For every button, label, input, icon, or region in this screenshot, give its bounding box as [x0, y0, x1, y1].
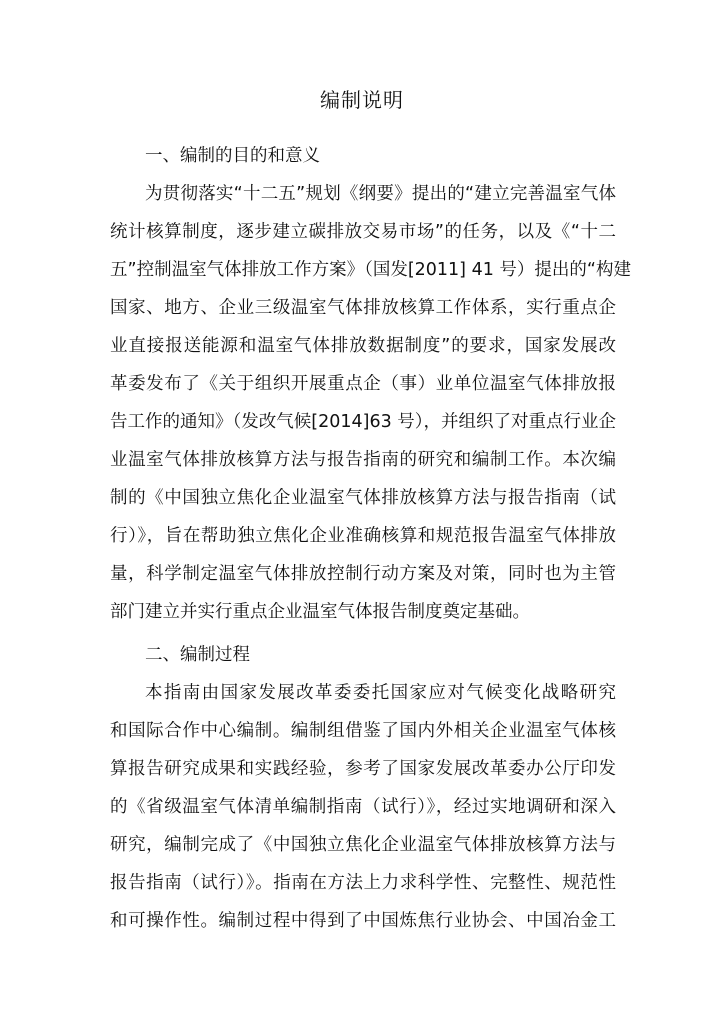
- document-title: 编制说明: [320, 88, 404, 112]
- section-heading-purpose: 一、编制的目的和意义: [145, 146, 320, 166]
- paragraph-line: 告工作的通知》（发改气候[2014]63 号），并组织了对重点行业企: [110, 412, 617, 432]
- paragraph-line: 部门建立并实行重点企业温室气体报告制度奠定基础。: [110, 602, 530, 622]
- section-heading-process: 二、编制过程: [145, 645, 250, 665]
- paragraph-line: 报告指南（试行）》。指南在方法上力求科学性、完整性、规范性: [110, 873, 616, 893]
- paragraph-line: 革委发布了《关于组织开展重点企（事）业单位温室气体排放报: [110, 374, 616, 394]
- paragraph-line: 的《省级温室气体清单编制指南（试行）》，经过实地调研和深入: [110, 797, 616, 817]
- paragraph-line: 制的《中国独立焦化企业温室气体排放核算方法与报告指南（试: [110, 488, 616, 508]
- paragraph-line: 算报告研究成果和实践经验，参考了国家发展改革委办公厅印发: [110, 759, 616, 779]
- paragraph-line: 行）》，旨在帮助独立焦化企业准确核算和规范报告温室气体排放: [110, 526, 616, 546]
- paragraph-line: 统计核算制度，逐步建立碳排放交易市场”的任务，以及《“十二: [110, 222, 616, 242]
- paragraph-line: 业直接报送能源和温室气体排放数据制度”的要求，国家发展改: [110, 336, 616, 356]
- paragraph-line: 国家、地方、企业三级温室气体排放核算工作体系，实行重点企: [110, 298, 616, 318]
- paragraph-line: 和可操作性。编制过程中得到了中国炼焦行业协会、中国冶金工: [110, 911, 616, 931]
- paragraph-line: 为贯彻落实“十二五”规划《纲要》提出的“建立完善温室气体: [145, 184, 616, 204]
- paragraph-line: 和国际合作中心编制。编制组借鉴了国内外相关企业温室气体核: [110, 721, 616, 741]
- paragraph-line: 五”控制温室气体排放工作方案》（国发[2011] 41 号）提出的“构建: [110, 260, 631, 280]
- paragraph-line: 业温室气体排放核算方法与报告指南的研究和编制工作。本次编: [110, 450, 616, 470]
- paragraph-line: 本指南由国家发展改革委委托国家应对气候变化战略研究: [145, 683, 616, 703]
- paragraph-line: 研究，编制完成了《中国独立焦化企业温室气体排放核算方法与: [110, 835, 616, 855]
- paragraph-line: 量，科学制定温室气体排放控制行动方案及对策，同时也为主管: [110, 564, 616, 584]
